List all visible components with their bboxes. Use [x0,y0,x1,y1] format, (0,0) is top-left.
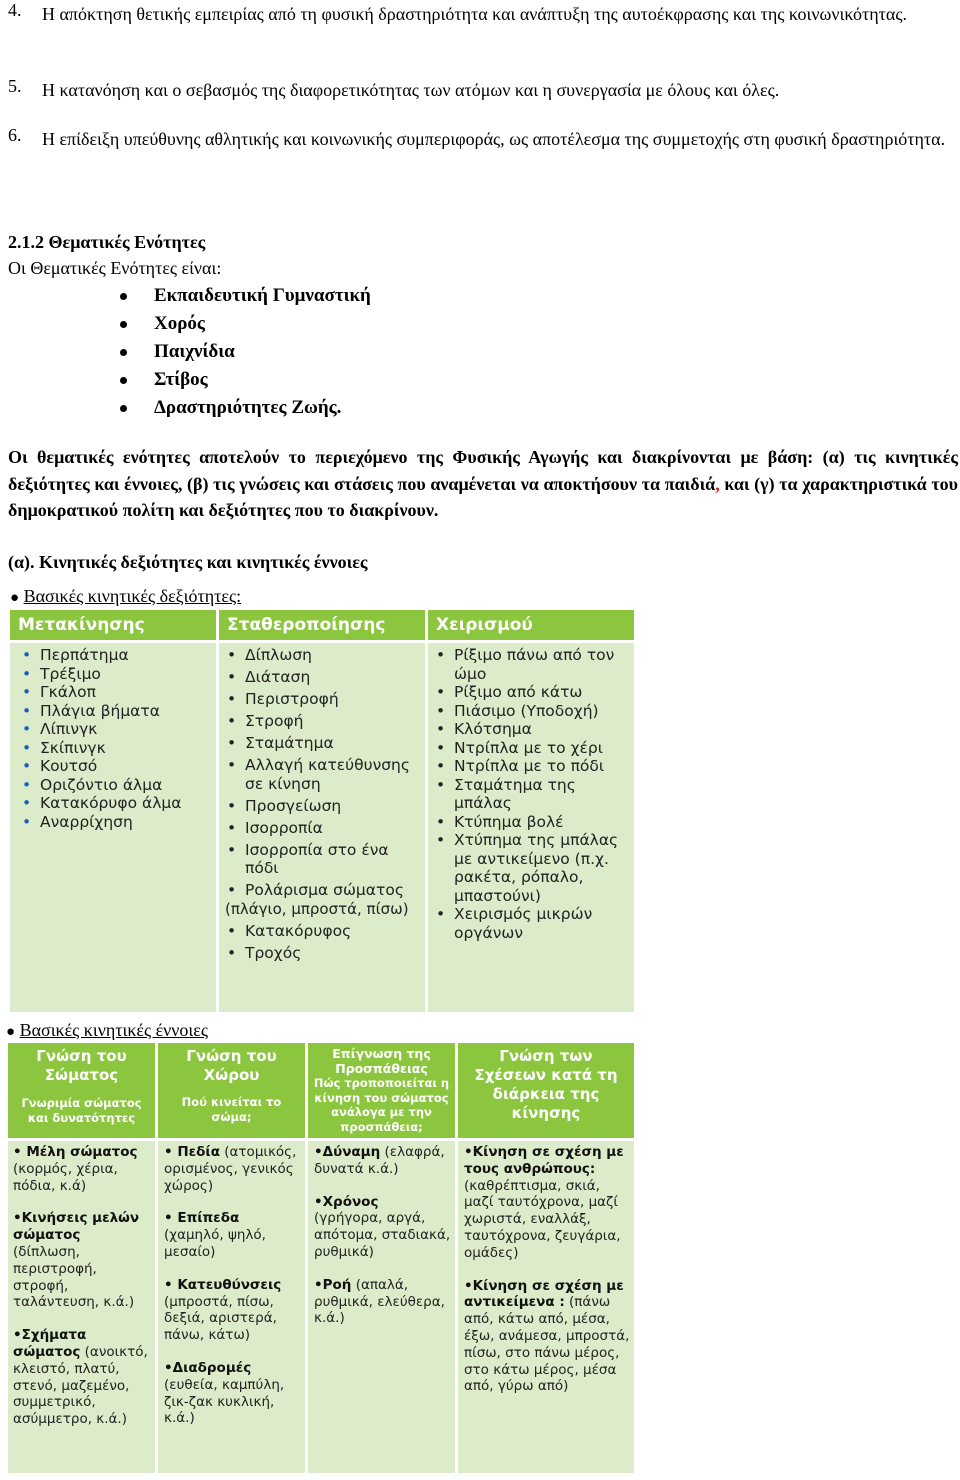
list-item: • Τρέξιμο [18,665,216,684]
list-item: • Ρίξιμο από κάτω [432,683,630,702]
paragraph-part1: Οι θεματικές ενότητες αποτελούν το περιεχόμενο της Φυσικής Αγωγής και διακρίνονται με βάση: (α) τις κινητικές δεξιότητες και έννοιες, (β) τις γνώσεις και στάσεις που αναμένεται να αποκτήσουν τα παιδιά [8,447,958,494]
list-item: • Ισορροπία στο ένα πόδι [223,841,423,878]
list-item: • Προσγείωση [223,797,423,816]
header-title: Επίγνωση της Προσπάθειας [332,1046,431,1076]
item-text-4: Η απόκτηση θετικής εμπειρίας από τη φυσική δραστηριότητα και ανάπτυξη της αυτοέκφρασης και της κοινωνικότητας. [42,4,907,24]
header-sub: Πώς τροποποιείται η κίνηση του σώματος ανάλογα με την προσπάθεια; [313,1076,450,1134]
concepts-col-relations [458,1141,634,1473]
concept-title: •Κινήσεις μελών σώματος [13,1210,140,1244]
list-item: • Δίπλωση [223,646,423,665]
concept-detail: (ευθεία, καμπύλη, ζικ-ζακ κυκλική, κ.ά.) [164,1376,285,1427]
list-item: • Γκάλοπ [18,683,216,702]
list-item: • Πλάγια βήματα [18,702,216,721]
topic-list [110,282,371,422]
item-text-5: Η κατανόηση και ο σεβασμός της διαφορετικότητας των ατόμων και η συνεργασία με όλους και όλες. [42,80,780,100]
concept-group [13,1210,151,1311]
list-item: • Κατακόρυφος [223,922,425,941]
bullet-icon: ● [6,1024,16,1040]
list-item: • Ρολάρισμα σώματος [223,881,423,900]
concept-group [164,1360,301,1427]
concept-group [164,1144,301,1194]
concept-title: • Επίπεδα [164,1210,240,1227]
concepts-header-body [8,1043,155,1138]
concepts-col-space [158,1141,305,1473]
topic-item: Στίβος [110,366,371,394]
concepts-label: Βασικές κινητικές έννοιες [19,1020,208,1040]
list-item: • Αναρρίχηση [18,813,216,832]
list-item: • Σκίπινγκ [18,739,216,758]
topic-item: Εκπαιδευτική Γυμναστική [110,282,371,310]
list-item: • Κλότσημα [432,720,630,739]
concept-group [13,1327,151,1428]
concept-title-text: Κινήσεις μελών σώματος [13,1210,140,1244]
concept-detail: (δίπλωση, περιστροφή, στροφή, ταλάντευση, κ.ά.) [13,1243,135,1311]
concept-title-text: Σχήματα σώματος [13,1327,87,1360]
header-title: Γνώση του Σώματος [36,1047,127,1084]
concept-title: • Πεδία [164,1144,220,1160]
concept-detail: (απαλά, ρυθμικά, ελεύθερα, κ.ά.) [314,1276,445,1327]
list-item: • Κτύπημα βολέ [432,813,630,832]
concepts-label-line [6,1016,208,1046]
motor-subheading: (α). Κινητικές δεξιότητες και κινητικές έννοιες [8,552,368,572]
topic-item: Παιχνίδια [110,338,371,366]
skills-col-manipulation [428,643,634,1012]
paragraph-part2: και (γ) τα χαρακτηριστικά του δημοκρατικού πολίτη και δεξιότητες που το διακρίνουν. [8,473,958,520]
list-item: • Διάταση [223,668,423,687]
concept-detail: (γρήγορα, αργά, απότομα, σταδιακά, ρυθμικά) [314,1210,451,1260]
list-item: • Περιστροφή [223,690,423,709]
item-number-6: 6. [8,125,22,145]
concept-title-text: Πεδία [177,1144,220,1160]
list-item: • Χτύπημα της μπάλας με αντικείμενο (π.χ. ρακέτα, ρόπαλο, μπαστούνι) [432,831,630,905]
concept-group [464,1144,630,1262]
concept-detail: (ανοικτό, κλειστό, πλατύ, στενό, μαζεμένο, συμμετρικό, ασύμμετρο, κ.ά.) [13,1343,148,1428]
list-item: • Σταμάτημα [223,734,423,753]
skills-header-locomotion: Μετακίνησης [10,610,216,640]
concept-title: •Κίνηση σε σχέση με αντικείμενα : [464,1277,624,1311]
skills-header-manipulation: Χειρισμού [428,610,634,640]
concept-detail: (χαμηλό, ψηλό, μεσαίο) [164,1227,266,1260]
concept-group [314,1194,451,1261]
header-title: Γνώση των Σχέσεων κατά τη διάρκεια της κίνησης [474,1047,618,1122]
concept-detail: (ελαφρά, δυνατά κ.ά.) [314,1144,445,1177]
list-item: • Αλλαγή κατεύθυνσης σε κίνηση [223,756,423,793]
concept-detail: (ατομικός, ορισμένος, γενικός χώρος) [164,1144,297,1194]
concept-title: •Χρόνος [314,1193,379,1210]
list-item: • Πιάσιμο (Υποδοχή) [432,702,630,721]
concept-title: • Κατευθύνσεις [164,1276,282,1293]
skills-label: Βασικές κινητικές δεξιότητες: [23,586,242,606]
list-item: • Σταμάτημα της μπάλας [432,776,630,813]
concept-detail: (μπροστά, πίσω, δεξιά, αριστερά, πάνω, κάτω) [164,1293,277,1344]
topic-item: Χορός [110,310,371,338]
list-item: • Τροχός [223,944,425,963]
header-title: Γνώση του Χώρου [186,1047,277,1084]
concept-detail: (πάνω από, κάτω από, μέσα, έξω, ανάμεσα, μπροστά, πίσω, στο πάνω μέρος, στο κάτω μέρος, μέσα από, γύρω από) [464,1294,630,1395]
skills-label-line [10,582,241,612]
section-heading: 2.1.2 Θεματικές Ενότητες [8,232,206,252]
concept-group [164,1210,301,1260]
concept-title-text: Δύναμη [322,1144,381,1160]
list-item: • Ισορροπία [223,819,423,838]
list-item: • Κουτσό [18,757,216,776]
concept-title-text: Κίνηση σε σχέση με τους ανθρώπους: [464,1144,624,1177]
concepts-col-effort [308,1141,455,1473]
concept-title-text: Μέλη σώματος [26,1144,138,1160]
themes-paragraph [8,444,958,524]
concepts-header-effort [308,1043,455,1138]
concept-title-text: Επίπεδα [177,1210,240,1227]
concept-group [164,1277,301,1344]
skills-col-locomotion [10,643,216,1012]
list-item: • Στροφή [223,712,423,731]
concept-title: •Δύναμη [314,1144,381,1160]
locomotion-list [10,646,216,831]
item-number-5: 5. [8,76,22,96]
concept-detail: (καθρέπτισμα, σκιά, μαζί ταυτόχρονα, μαζί χωριστά, εναλλάξ, ταυτόχρονα, ζευγάρια, ομάδες) [464,1177,621,1261]
concept-group [314,1144,451,1178]
concepts-header-relations [458,1043,634,1138]
header-sub: Πού κινείται το σώμα; [181,1095,282,1124]
header-sub: Γνωριμία σώματος και δυνατότητες [21,1096,142,1125]
roll-directions-note: (πλάγιο, μπροστά, πίσω) [225,899,409,918]
concept-title: •Σχήματα σώματος [13,1327,87,1360]
list-item: • Λίπινγκ [18,720,216,739]
concept-title-text: Κίνηση σε σχέση με αντικείμενα : [464,1277,624,1311]
concept-detail: (κορμός, χέρια, πόδια, κ.ά) [13,1160,118,1194]
concept-title-text: Χρόνος [322,1193,379,1210]
concept-title-text: Κατευθύνσεις [177,1276,282,1293]
list-item: • Ντρίπλα με το πόδι [432,757,630,776]
list-item: • Χειρισμός μικρών οργάνων [432,905,630,942]
list-item: • Ντρίπλα με το χέρι [432,739,630,758]
list-item: • Ρίξιμο πάνω από τον ώμο [432,646,630,683]
concepts-header-space [158,1043,305,1138]
skills-col-stability [219,643,425,1012]
concept-group [314,1277,451,1327]
list-item: • Περπάτημα [18,646,216,665]
concept-group [464,1278,630,1396]
red-comma: , [715,473,720,494]
manipulation-list [428,646,630,942]
concept-title-text: Διαδρομές [172,1359,252,1376]
list-item: • Κατακόρυφο άλμα [18,794,216,813]
item-number-4: 4. [8,0,22,20]
concepts-col-body [8,1141,155,1473]
skills-header-stability: Σταθεροποίησης [219,610,425,640]
section-intro: Οι Θεματικές Ενότητες είναι: [8,258,222,278]
concept-title: • Μέλη σώματος [13,1144,138,1160]
concept-title-text: Ροή [322,1276,352,1293]
concept-title: •Ροή [314,1276,352,1293]
list-item: • Οριζόντιο άλμα [18,776,216,795]
concept-group [13,1144,151,1194]
concept-title: •Κίνηση σε σχέση με τους ανθρώπους: [464,1144,624,1177]
topic-item: Δραστηριότητες Ζωής. [110,394,371,422]
concept-title: •Διαδρομές [164,1359,252,1376]
item-text-6: Η επίδειξη υπεύθυνης αθλητικής και κοινωνικής συμπεριφοράς, ως αποτέλεσμα της συμμετοχής στη φυσική δραστηριότητα. [42,129,946,149]
stability-extra-list [219,922,425,963]
bullet-icon: ● [10,590,20,606]
stability-list [219,646,423,900]
